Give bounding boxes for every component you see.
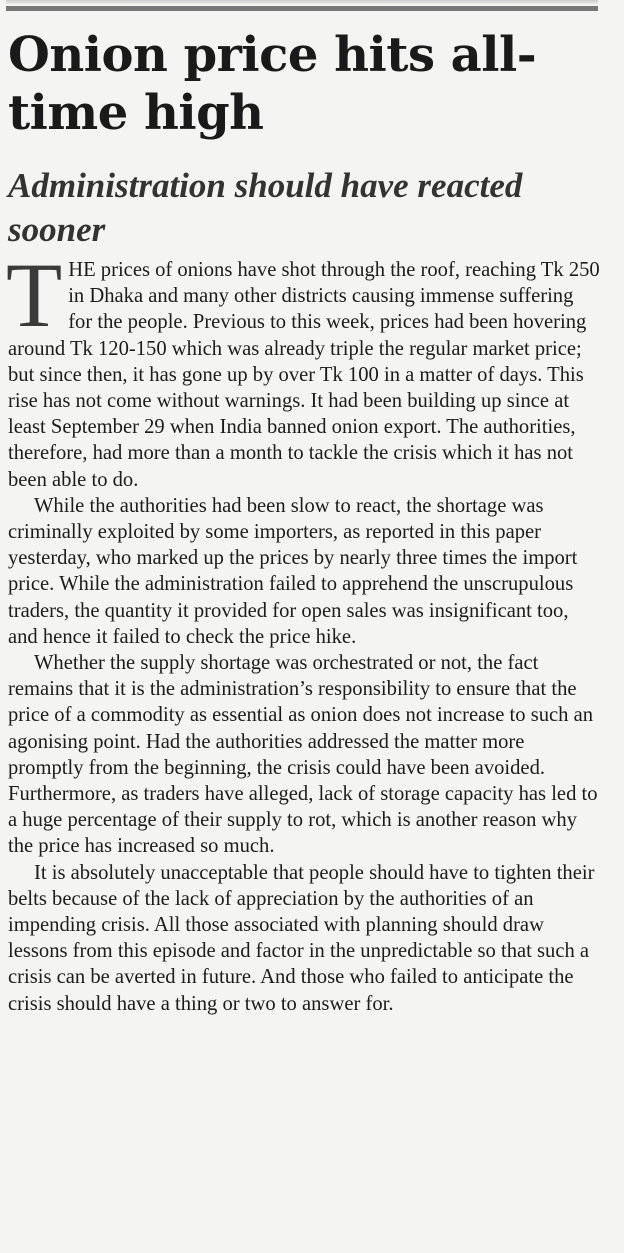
paragraph-2: While the authorities had been slow to react, the shortage was criminally exploited by some importers, as reported in this paper yesterday, who marked up the prices by nearly three times the import price. While the administration failed to apprehend the unscrupulous traders, the quantity it provided for open sales was insignificant too, and hence it failed to check the price hike. (8, 494, 578, 648)
top-rule (6, 6, 598, 11)
paragraph-3: Whether the supply shortage was orchestrated or not, the fact remains that it is the administration’s responsibility to ensure that the price of a commodity as essential as onion does not increase to such an agonising point. Had the authorities addressed the matter more promptly from the beginning, the crisis could have been avoided. Furthermore, as traders have alleged, lack of storage capacity has led to a huge percentage of their supply to rot, which is another reason why the price has increased so much. (8, 652, 598, 858)
top-edge-shadow (6, 0, 598, 4)
article-body (6, 244, 600, 1017)
paragraph-1-text: HE prices of onions have shot through the roof, reaching Tk 250 in Dhaka and many other districts causing immense suffering for the people. Previous to this week, prices had been hovering around Tk 120-150 which was already triple the regular market price; but since then, it has gone up by over Tk 100 in a matter of days. This rise has not come without warnings. It had been building up since at least September 29 when India banned onion export. The authorities, therefore, had more than a month to tackle the crisis which it has not been able to do. (8, 259, 600, 491)
drop-cap: T (6, 244, 63, 346)
headline: Onion price hits all-time high (8, 27, 537, 141)
paragraph-1 (6, 244, 600, 493)
subheadline: Administration should have reacted sooner (8, 166, 523, 249)
paragraph-4: It is absolutely unacceptable that people should have to tighten their belts because of the lack of appreciation by the authorities of an impending crisis. All those associated with planning should draw lessons from this episode and factor in the unpredictable so that such a crisis can be averted in future. And those who failed to anticipate the crisis should have a thing or two to answer for. (8, 861, 595, 1015)
